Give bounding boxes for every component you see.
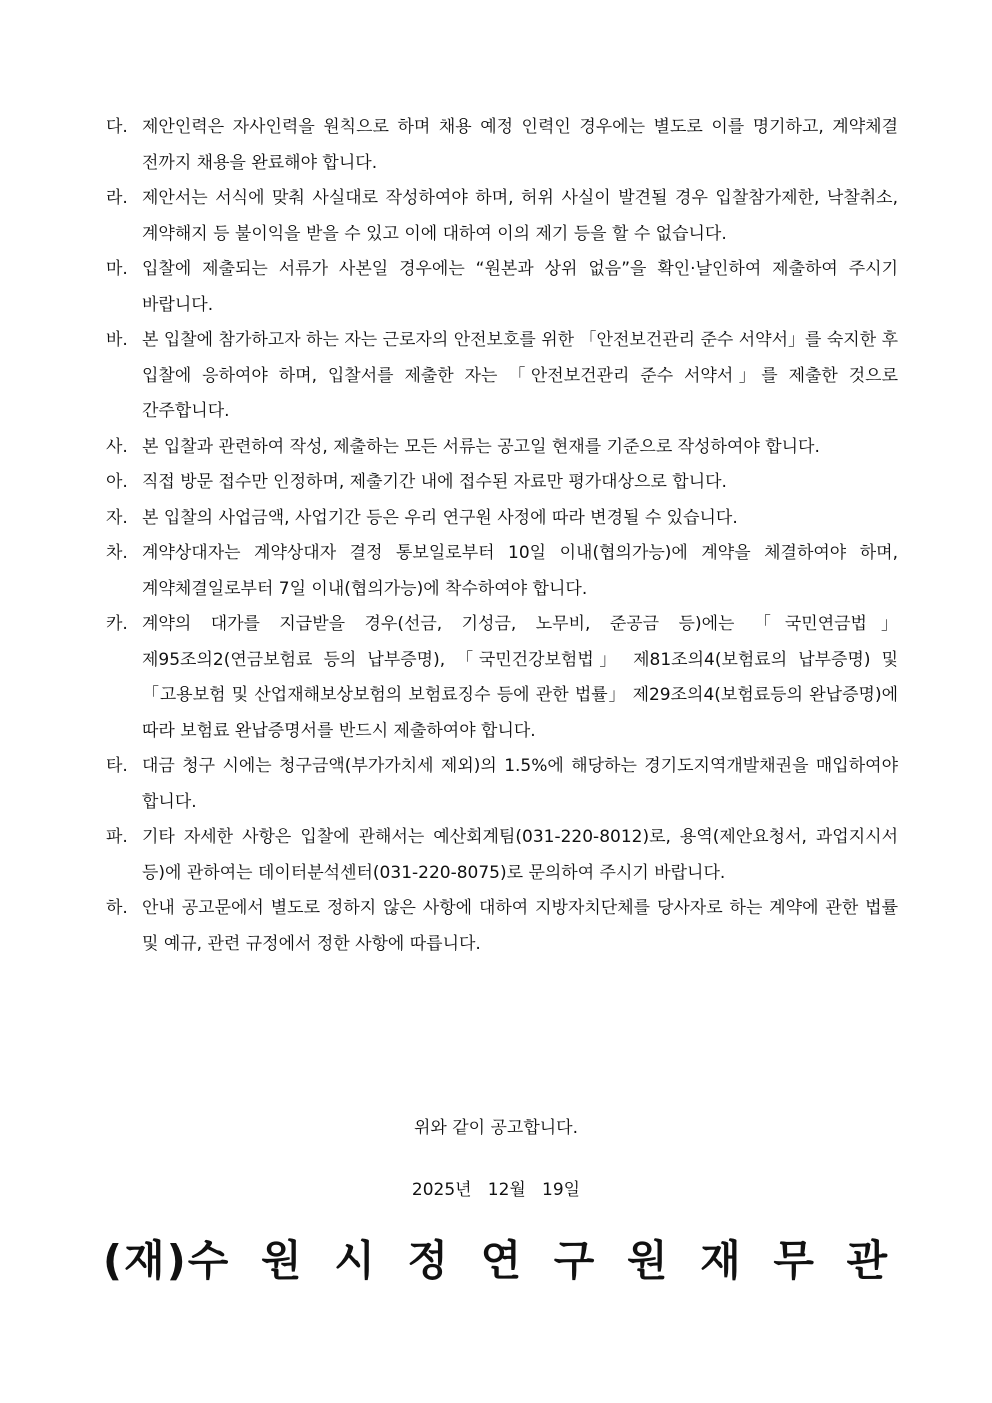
clause-cha	[106, 536, 898, 607]
clause-text: 기타 자세한 사항은 입찰에 관해서는 예산회계팀(031-220-8012)로, 용역(제안요청서, 과업지시서 등)에 관하여는 데이터분석센터(031-220-8075)로 문의하여 주시기 바랍니다.	[142, 827, 898, 883]
clause-text: 본 입찰과 관련하여 작성, 제출하는 모든 서류는 공고일 현재를 기준으로 작성하여야 합니다.	[142, 436, 820, 457]
clause-a	[106, 465, 898, 501]
clause-marker: 타.	[106, 756, 128, 776]
clause-marker: 카.	[106, 614, 128, 634]
clause-text: 입찰에 제출되는 서류가 사본일 경우에는 “원본과 상위 없음”을 확인·날인하여 제출하여 주시기 바랍니다.	[142, 259, 898, 315]
clause-text: 계약의 대가를 지급받을 경우(선금, 기성금, 노무비, 준공금 등)에는 「국민연금법」 제95조의2(연금보험료 등의 납부증명), 「국민건강보험법」 제81조의4(보험료의 납부증명) 및 「고용보험 및 산업재해보상보험의 보험료징수 등에 관한 법률」 제29조의4(보험료등의 완납증명)에 따라 보험료 완납증명서를 반드시 제출하여야 합니다.	[142, 614, 898, 741]
clause-marker: 아.	[106, 472, 128, 492]
clause-pa	[106, 820, 898, 891]
clause-marker: 차.	[106, 543, 128, 563]
clause-ta	[106, 749, 898, 820]
clause-ha	[106, 891, 898, 962]
clause-text: 직접 방문 접수만 인정하며, 제출기간 내에 접수된 자료만 평가대상으로 합니다.	[142, 472, 727, 492]
clause-marker: 파.	[106, 827, 128, 847]
clause-text: 계약상대자는 계약상대자 결정 통보일로부터 10일 이내(협의가능)에 계약을 체결하여야 하며, 계약체결일로부터 7일 이내(협의가능)에 착수하여야 합니다.	[142, 543, 898, 599]
clause-marker: 다.	[106, 117, 128, 137]
clause-text: 본 입찰에 참가하고자 하는 자는 근로자의 안전보호를 위한 「안전보건관리 준수 서약서」를 숙지한 후 입찰에 응하여야 하며, 입찰서를 제출한 자는 「안전보건관리 준수 서약서」를 제출한 것으로 간주합니다.	[142, 330, 898, 421]
announcement-date: 2025년 12월 19일	[411, 1180, 581, 1200]
clause-ma	[106, 252, 898, 323]
clause-ra	[106, 181, 898, 252]
organization-name: (재)수 원 시 정 연 구 원 재 무 관	[102, 1236, 890, 1285]
clause-marker: 사.	[106, 436, 128, 457]
clause-ba	[106, 323, 898, 430]
clause-ja	[106, 501, 898, 537]
clause-marker: 마.	[106, 259, 128, 279]
closing-statement: 위와 같이 공고합니다.	[413, 1118, 578, 1138]
clause-ka	[106, 607, 898, 749]
clause-marker: 자.	[106, 507, 128, 528]
clause-text: 제안서는 서식에 맞춰 사실대로 작성하여야 하며, 허위 사실이 발견될 경우 입찰참가제한, 낙찰취소, 계약해지 등 불이익을 받을 수 있고 이에 대하여 이의 제기 등을 할 수 없습니다.	[142, 188, 898, 244]
clause-marker: 하.	[106, 898, 128, 918]
clause-list	[106, 110, 898, 962]
clause-text: 제안인력은 자사인력을 원칙으로 하며 채용 예정 인력인 경우에는 별도로 이를 명기하고, 계약체결 전까지 채용을 완료해야 합니다.	[142, 117, 898, 173]
clause-text: 안내 공고문에서 별도로 정하지 않은 사항에 대하여 지방자치단체를 당사자로 하는 계약에 관한 법률 및 예규, 관련 규정에서 정한 사항에 따릅니다.	[142, 898, 898, 954]
clause-marker: 라.	[106, 188, 128, 208]
clause-da	[106, 110, 898, 181]
clause-sa	[106, 430, 898, 466]
clause-text: 대금 청구 시에는 청구금액(부가가치세 제외)의 1.5%에 해당하는 경기도지역개발채권을 매입하여야 합니다.	[142, 756, 898, 812]
clause-marker: 바.	[106, 330, 128, 350]
clause-text: 본 입찰의 사업금액, 사업기간 등은 우리 연구원 사정에 따라 변경될 수 있습니다.	[142, 507, 738, 528]
